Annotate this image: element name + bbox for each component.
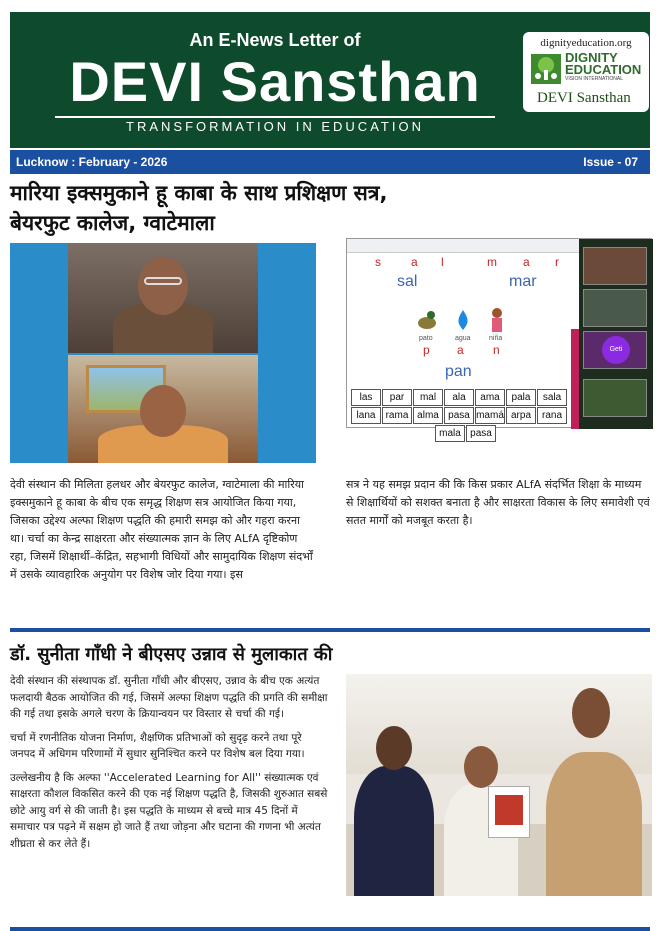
slide-letter: a [411,255,418,269]
lesson-slide-screenshot [346,238,652,439]
video-tile [583,331,647,369]
slide-word: mar [509,273,537,290]
person-left-face [376,726,412,770]
slide-icon-label: niña [489,335,503,342]
syllable-tile: lana [351,407,381,424]
masthead [10,12,650,148]
slide-letter: n [493,343,500,357]
article2-paragraph: देवी संस्थान की संस्थापक डॉ. सुनीता गाँधी और बीएसए, उन्नाव के बीच एक अत्यंत फलदायी बैठक आयोजित की गई, जिसमें अल्फा शिक्षण पद्धति की प्रगति की समीक्षा की गई तथा इसके अगले चरण के क्रियान्वयन पर विस्तार से चर्चा की गई। [10,675,328,720]
masthead-rule [55,116,495,118]
dignity-education-logo[interactable] [523,32,649,112]
syllable-tile: mamá [475,407,505,424]
person-right [546,752,642,896]
masthead-kicker: An E-News Letter of [189,30,361,50]
girl-icon [489,307,505,333]
slide-letter: l [441,255,444,269]
syllable-tile: rana [537,407,567,424]
syllable-tile: mal [413,389,443,406]
slide-letter: r [555,255,559,269]
issue-number: Issue - 07 [583,155,638,169]
certificate [488,786,530,838]
syllable-tile: arpa [506,407,536,424]
syllable-tile: ama [475,389,505,406]
syllable-tile: alma [413,407,443,424]
syllable-tile: par [382,389,412,406]
person-right-face [572,688,610,738]
article2-title: डॉ. सुनीता गाँधी ने बीएसए उन्नाव से मुलाकात की [10,644,333,665]
article1-title-line1: मारिया इक्समुकाने हू काबा के साथ प्रशिक्षण सत्र, [10,181,388,205]
slide-word: pan [445,363,472,380]
slide-letter: s [375,255,381,269]
slide-icon-label: agua [455,335,471,342]
issue-bar [10,150,650,174]
article2-body [10,673,330,859]
masthead-tagline: TRANSFORMATION IN EDUCATION [126,119,424,134]
syllable-tile: las [351,389,381,406]
article1-text-col1: देवी संस्थान की मिलिता हलधर और बेयरफुट कालेज, ग्वाटेमाला की मारिया इक्समुकाने हू काबा के बीच एक समृद्ध शिक्षण सत्र आयोजित किया गया, जिसका उद्देश्य अल्फा शिक्षण पद्धति की हमारी समझ को और गहरा करना था। चर्चा का केन्द्र साक्षरता और संख्यात्मक ज्ञान के लिए ALfA दृष्टिकोण रहा, जिसमें शिक्षार्थी–केंद्रित, सहभागी विधियों और सामुदायिक शिक्षण संदर्भों में उसके व्यावहारिक अनुयोग पर विशेष जोर दिया गया। इस [10,478,313,581]
video-tile [583,289,647,327]
slide-letter: p [423,343,430,357]
syllable-tile: mala [435,425,465,442]
duck-icon [417,309,437,331]
person-middle-face [464,746,498,788]
video-tile [583,379,647,417]
syllable-tile: pala [506,389,536,406]
slide-letter: a [457,343,464,357]
issue-date: Lucknow : February - 2026 [16,155,168,169]
syllable-tile: sala [537,389,567,406]
slide-word: sal [397,273,418,290]
syllable-tile: pasa [466,425,496,442]
syllable-tile: pasa [444,407,474,424]
logo-org: DEVI Sansthan [537,90,631,106]
article2-paragraph: चर्चा में रणनीतिक योजना निर्माण, शैक्षणिक प्रतिभाओं को सुदृढ़ करने तथा पूरे जनपद में अधिगम परिणामों में सुधार सुनिश्चित करने पर विशेष बल दिया गया। [10,731,305,760]
water-drop-icon [455,309,471,331]
bottom-divider [10,927,650,931]
meeting-photo [346,674,652,896]
article1-text-col2: सत्र ने यह समझ प्रदान की कि किस प्रकार ALfA संदर्भित शिक्षा के माध्यम से शिक्षार्थियों को सशक्त बनाता है और साक्षरता विकास के लिए समावेशी एवं सतत मार्गों को मजबूत करता है। [346,478,650,527]
article1-title [10,178,570,238]
video-call-photo [10,243,316,463]
article1-title-line2: बेयरफुट कालेज, ग्वाटेमाला [10,211,215,235]
slide-letter: a [523,255,530,269]
participant-top [68,243,258,353]
section-divider [10,628,650,632]
logo-url[interactable]: dignityeducation.org [540,37,632,49]
tree-icon [531,54,561,84]
slide-icon-label: pato [419,335,433,342]
participant-bottom [68,355,258,463]
participant-videos [579,239,653,429]
logo-name: DIGNITY EDUCATION [565,50,642,77]
article2-paragraph: उल्लेखनीय है कि अल्फा ''Accelerated Learning for All'' संख्यात्मक एवं साक्षरता कौशल विकसित करने की एक नई शिक्षण पद्धति है, जिसकी शुरुआत सबसे छोटे आयु वर्ग से की जाती है। इस पद्धति के माध्यम से बच्चे मात्र 45 दिनों में समाचार पत्र पढ़ने में सक्षम हो जाते हैं तथा जोड़ना और घटाना की गणना भी अत्यंत शीघ्रता से कर लेते हैं। [10,771,328,850]
syllable-tile: rama [382,407,412,424]
masthead-title: DEVI Sansthan [69,50,481,113]
syllable-tile: ala [444,389,474,406]
slide-letter: m [487,255,497,269]
person-left [354,766,434,896]
video-tile [583,247,647,285]
geti-badge: Geti [602,336,630,364]
logo-subtitle: VISION INTERNATIONAL [565,76,623,82]
